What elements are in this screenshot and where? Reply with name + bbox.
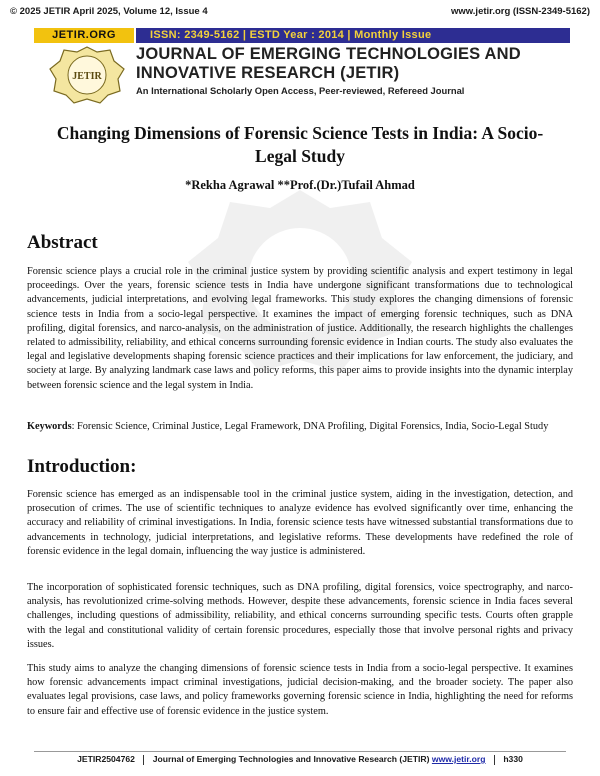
introduction-paragraph-2: The incorporation of sophisticated forensic techniques, such as DNA profiling, digital forensics, voice spectrography, and narco-analysis, has revolutionized crime-solving methods. However, despite these advancements, forensic science in India faces several challenges, including questions of admissibility, reliability, and ethical concerns surrounding specific tests. Courts often grapple with the legal and constitutional validity of certain forensic procedures, especially those that involve personal rights and privacy issues. (27, 582, 573, 650)
header-copyright: © 2025 JETIR April 2025, Volume 12, Issue 4 (10, 6, 208, 17)
paper-title: Changing Dimensions of Forensic Science Tests in India: A Socio-Legal Study (56, 123, 544, 166)
footer-page-number: h330 (503, 754, 523, 764)
journal-banner (34, 28, 570, 106)
footer-paper-id: JETIR2504762 (77, 754, 135, 764)
header-website: www.jetir.org (ISSN-2349-5162) (450, 6, 590, 17)
introduction-paragraph-3: This study aims to analyze the changing dimensions of forensic science tests in India from a socio-legal perspective. It examines how forensic advancements impact criminal investigations, judicial decision-making, and the broader society. The paper also evaluates legal provisions, case laws, and policy frameworks governing forensic science in India, highlighting the need for reforms to ensure fair and effective use of forensic evidence in the justice system. (27, 663, 573, 717)
running-footer (10, 754, 590, 768)
jetir-tag: JETIR.ORG (34, 28, 134, 43)
keywords-list: : Forensic Science, Criminal Justice, Legal Framework, DNA Profiling, Digital Forensics, India, Socio-Legal Study (71, 421, 549, 432)
abstract-text: Forensic science plays a crucial role in the criminal justice system by providing scientific analysis and expert testimony in legal proceedings. Over the years, forensic science tests in India have undergone significant transformations due to technological advancements, judicial interpretations, and evolving legal frameworks. This study explores the changing dimensions of forensic science tests in India from a socio-legal perspective. It examines the impact of emerging forensic techniques, such as DNA profiling, digital forensics, and narco-analysis, on the administration of justice. Additionally, the research highlights the challenges related to admissibility, reliability, and ethical concerns surrounding forensic evidence in Indian courts. The study also evaluates the legal and legislative developments shaping forensic science practices and their implications for law enforcement, the judiciary, and society at large. By analyzing landmark case laws and policy reforms, this paper aims to provide insights into the dynamic interplay between forensic science and the legal system in India. (27, 266, 573, 391)
paper-authors: *Rekha Agrawal **Prof.(Dr.)Tufail Ahmad (185, 178, 415, 192)
footer-journal: Journal of Emerging Technologies and Innovative Research (JETIR) (152, 754, 430, 764)
introduction-heading: Introduction: (27, 456, 137, 477)
issn-bar: ISSN: 2349-5162 | ESTD Year : 2014 | Monthly Issue (136, 28, 570, 43)
keywords-label: Keywords (27, 421, 72, 432)
keywords (27, 420, 573, 434)
journal-title-line2: INNOVATIVE RESEARCH (JETIR) (136, 64, 400, 82)
footer-website-link[interactable]: www.jetir.org (431, 754, 486, 764)
footer-separator (143, 755, 144, 765)
introduction-paragraph-1: Forensic science has emerged as an indispensable tool in the criminal justice system, aiding in the investigation, detection, and prosecution of crimes. The use of scientific techniques to analyze evidence has evolved significantly over time, enhancing the accuracy and reliability of criminal investigations. In India, forensic science tests have witnessed substantial transformations due to advancements in technology, judicial interpretations, and legislative reforms. These developments have redefined the role of forensic evidence in the legal domain, influencing the way justice is administered. (27, 489, 573, 557)
abstract-heading: Abstract (27, 232, 98, 253)
logo-text: JETIR (72, 71, 102, 82)
footer-divider (34, 751, 566, 752)
jetir-logo-icon (48, 43, 126, 105)
running-header (10, 6, 590, 20)
footer-separator (494, 755, 495, 765)
journal-title-line1: JOURNAL OF EMERGING TECHNOLOGIES AND (136, 45, 521, 63)
journal-subtitle: An International Scholarly Open Access, Peer-reviewed, Refereed Journal (136, 85, 465, 96)
